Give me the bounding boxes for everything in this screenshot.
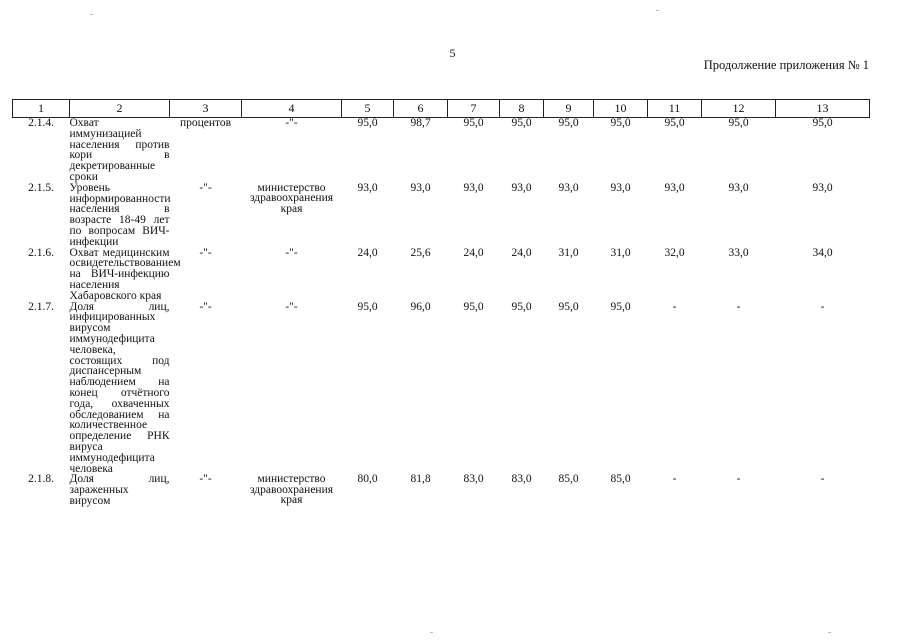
column-header: 13 [776, 100, 870, 118]
table-row [13, 118, 870, 183]
responsible-cell: министерство здравоохранения края [249, 473, 334, 507]
indicator-name: Охват иммунизацией населения против кори в декретированные сроки [69, 117, 170, 183]
row-number: 2.1.4. [28, 117, 54, 129]
value-cell: 95,0 [728, 117, 749, 129]
row-number: 2.1.8. [28, 473, 54, 486]
value-cell: 93,0 [410, 181, 431, 194]
table-row [13, 248, 870, 302]
value-cell: - [672, 473, 677, 486]
column-header: 6 [394, 100, 448, 118]
unit-cell: -"- [199, 300, 212, 313]
value-cell: 24,0 [511, 246, 532, 259]
value-cell: 32,0 [664, 246, 685, 259]
value-cell: - [820, 300, 825, 313]
value-cell: 93,0 [664, 181, 685, 194]
value-cell: 95,0 [463, 300, 484, 313]
value-cell: 33,0 [728, 246, 749, 259]
value-cell: 93,0 [812, 181, 833, 194]
value-cell: 24,0 [463, 246, 484, 259]
table-header-row [13, 100, 870, 118]
value-cell: 93,0 [511, 181, 532, 194]
row-number: 2.1.6. [28, 246, 54, 259]
column-header: 4 [242, 100, 342, 118]
value-cell: 95,0 [511, 300, 532, 313]
value-cell: - [820, 473, 825, 486]
scan-speck [430, 632, 433, 633]
responsible-cell: -"- [285, 300, 298, 313]
value-cell: 95,0 [664, 117, 685, 129]
indicator-name: Доля лиц, инфицированных вирусом иммунодефицита человека, состоящих под диспансерным наблюдением на конец отчётного года, охваченных обследованием на количественное определение РНК вируса иммунодефицита человека [69, 300, 170, 475]
responsible-cell: министерство здравоохранения края [249, 181, 334, 215]
value-cell: 85,0 [558, 473, 579, 486]
value-cell: 95,0 [812, 117, 833, 129]
column-header: 5 [342, 100, 394, 118]
value-cell: 95,0 [463, 117, 484, 129]
value-cell: 31,0 [558, 246, 579, 259]
column-header: 1 [13, 100, 70, 118]
appendix-continuation-label: Продолжение приложения № 1 [703, 58, 869, 72]
column-header: 3 [170, 100, 242, 118]
indicator-name: Охват медицинским освидетельствованием на ВИЧ-инфекцию населения Хабаровского края [69, 246, 181, 302]
scan-speck [828, 632, 831, 633]
value-cell: 96,0 [410, 300, 431, 313]
value-cell: 95,0 [558, 300, 579, 313]
unit-cell: -"- [199, 246, 212, 259]
column-header: 8 [500, 100, 544, 118]
unit-cell: процентов [179, 117, 232, 129]
scan-speck [656, 10, 659, 11]
responsible-cell: -"- [285, 246, 298, 259]
scan-speck [90, 14, 93, 15]
value-cell: 85,0 [610, 473, 631, 486]
value-cell: 95,0 [357, 300, 378, 313]
value-cell: 25,6 [410, 246, 431, 259]
indicator-name: Уровень информированности населения в возрасте 18-49 лет по вопросам ВИЧ-инфекции [69, 181, 171, 248]
value-cell: - [672, 300, 677, 313]
value-cell: - [736, 300, 741, 313]
value-cell: 95,0 [558, 117, 579, 129]
value-cell: 34,0 [812, 246, 833, 259]
column-header: 9 [544, 100, 594, 118]
value-cell: 93,0 [463, 181, 484, 194]
indicators-table [12, 99, 870, 507]
value-cell: 80,0 [357, 473, 378, 486]
value-cell: 24,0 [357, 246, 378, 259]
value-cell: 93,0 [728, 181, 749, 194]
page-number: 5 [449, 46, 456, 60]
value-cell: 98,7 [410, 117, 431, 129]
table-row [13, 302, 870, 475]
unit-cell: -"- [199, 181, 212, 194]
column-header: 2 [70, 100, 170, 118]
unit-cell: -"- [199, 473, 212, 486]
row-number: 2.1.5. [28, 181, 54, 194]
value-cell: 95,0 [511, 117, 532, 129]
value-cell: 95,0 [610, 117, 631, 129]
row-number: 2.1.7. [28, 300, 54, 313]
value-cell: 93,0 [357, 181, 378, 194]
column-header: 12 [702, 100, 776, 118]
responsible-cell: -"- [285, 117, 298, 129]
indicator-name: Доля лиц, зараженных вирусом [69, 473, 170, 507]
value-cell: 93,0 [558, 181, 579, 194]
column-header: 11 [648, 100, 702, 118]
column-header: 10 [594, 100, 648, 118]
table-row [13, 183, 870, 248]
value-cell: 83,0 [511, 473, 532, 486]
value-cell: 95,0 [357, 117, 378, 129]
value-cell: 93,0 [610, 181, 631, 194]
value-cell: 95,0 [610, 300, 631, 313]
column-header: 7 [448, 100, 500, 118]
value-cell: 31,0 [610, 246, 631, 259]
value-cell: - [736, 473, 741, 486]
value-cell: 83,0 [463, 473, 484, 486]
value-cell: 81,8 [410, 473, 431, 486]
table-row [13, 474, 870, 506]
